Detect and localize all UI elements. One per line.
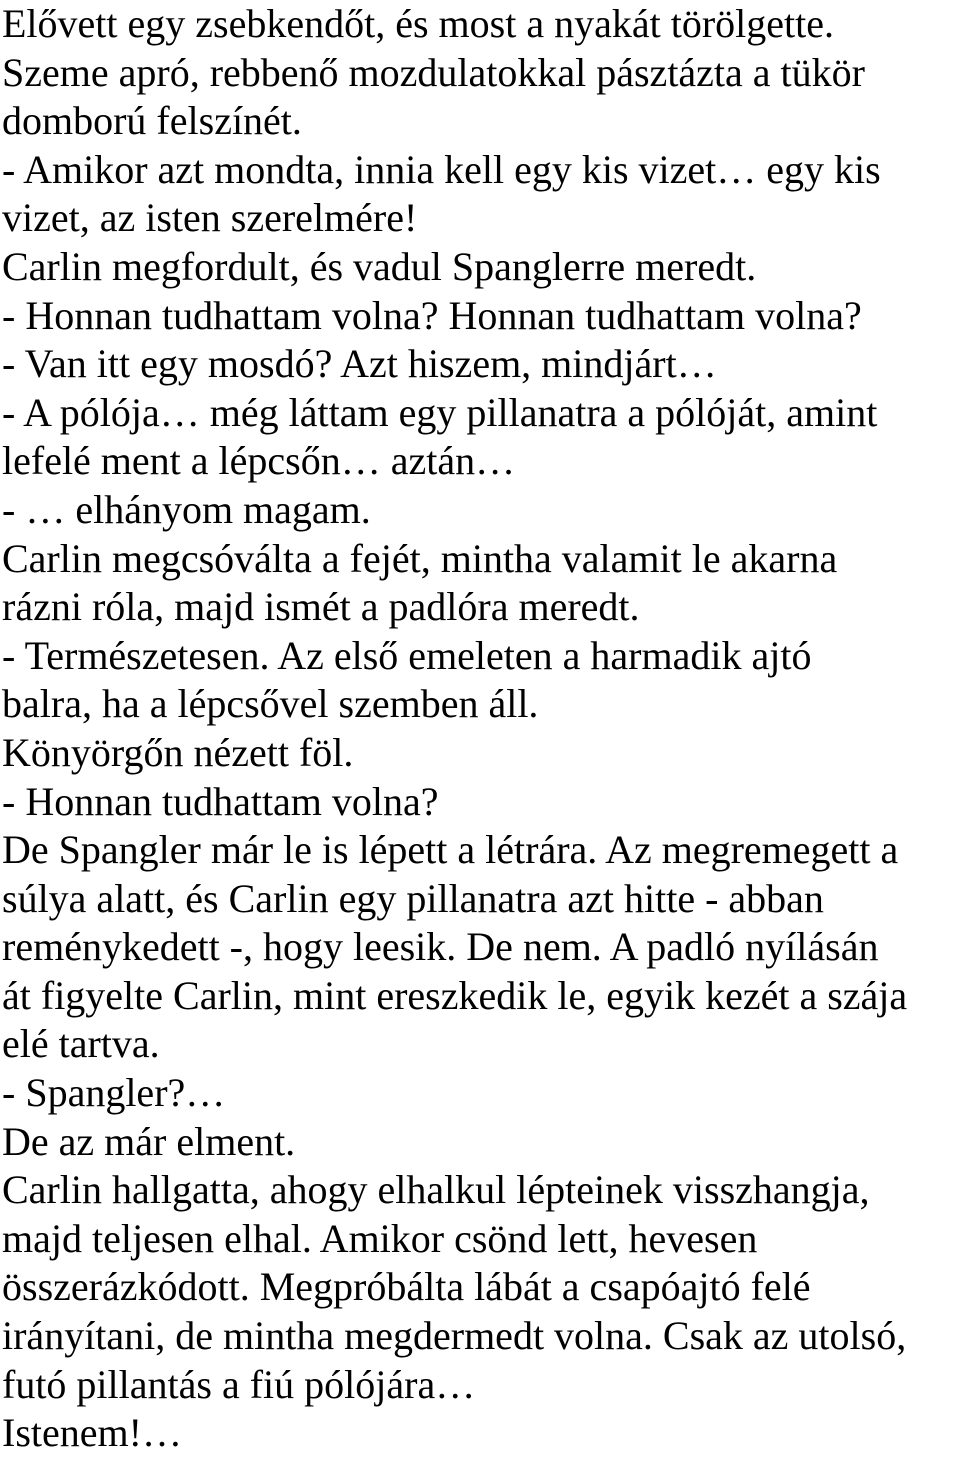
- text-line: súlya alatt, és Carlin egy pillanatra azt hitte - abban: [2, 875, 824, 921]
- text-line: irányítani, de mintha megdermedt volna. Csak az utolsó,: [2, 1313, 907, 1359]
- text-line: balra, ha a lépcsővel szemben áll.: [2, 681, 539, 727]
- text-line: Elővett egy zsebkendőt, és most a nyakát törölgette.: [2, 1, 834, 46]
- text-line: domború felszínét.: [2, 98, 302, 144]
- text-line: - A pólója… még láttam egy pillanatra a pólóját, amint: [2, 389, 878, 435]
- text-line: - Spangler?…: [2, 1070, 226, 1116]
- text-line: - Amikor azt mondta, innia kell egy kis vizet… egy kis: [2, 146, 881, 192]
- text-line: lefelé ment a lépcsőn… aztán…: [2, 438, 516, 484]
- text-line: De Spangler már le is lépett a létrára. Az megremegett a: [2, 827, 899, 873]
- text-line: - Honnan tudhattam volna?: [2, 778, 439, 824]
- text-line: Carlin megfordult, és vadul Spanglerre meredt.: [2, 243, 757, 289]
- text-line: rázni róla, majd ismét a padlóra meredt.: [2, 584, 640, 630]
- text-line: Istenem!…: [2, 1410, 182, 1456]
- body-text: [2, 0, 960, 1458]
- text-line: De az már elment.: [2, 1118, 296, 1164]
- text-line: Könyörgőn nézett föl.: [2, 729, 354, 775]
- text-line: majd teljesen elhal. Amikor csönd lett, hevesen: [2, 1215, 758, 1261]
- text-line: vizet, az isten szerelmére!: [2, 195, 418, 241]
- text-line: futó pillantás a fiú pólójára…: [2, 1361, 476, 1407]
- text-line: - Honnan tudhattam volna? Honnan tudhattam volna?: [2, 292, 862, 338]
- text-line: Carlin hallgatta, ahogy elhalkul lépteinek visszhangja,: [2, 1167, 870, 1213]
- text-line: Szeme apró, rebbenő mozdulatokkal pásztázta a tükör: [2, 49, 865, 95]
- text-line: elé tartva.: [2, 1021, 160, 1067]
- text-line: - Van itt egy mosdó? Azt hiszem, mindjárt…: [2, 341, 717, 387]
- text-line: - … elhányom magam.: [2, 486, 371, 532]
- text-line: Carlin megcsóválta a fejét, mintha valamit le akarna: [2, 535, 838, 581]
- text-line: át figyelte Carlin, mint ereszkedik le, egyik kezét a szája: [2, 972, 908, 1018]
- text-line: reménykedett -, hogy leesik. De nem. A padló nyílásán: [2, 924, 879, 970]
- text-line: összerázkódott. Megpróbálta lábát a csapóajtó felé: [2, 1264, 811, 1310]
- text-line: - Természetesen. Az első emeleten a harmadik ajtó: [2, 632, 812, 678]
